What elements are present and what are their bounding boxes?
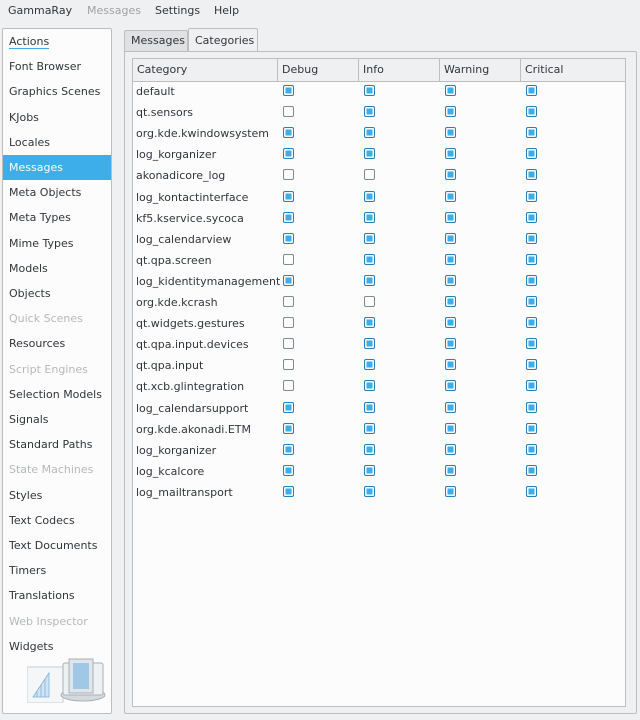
sidebar-item-actions[interactable] xyxy=(3,29,111,54)
menu-messages[interactable]: Messages xyxy=(87,4,141,17)
warning-checkbox[interactable] xyxy=(445,317,456,328)
debug-checkbox[interactable] xyxy=(283,465,294,476)
critical-checkbox[interactable] xyxy=(526,127,537,138)
sidebar-item-meta-types[interactable] xyxy=(3,205,111,230)
sidebar-item-label: Font Browser xyxy=(9,60,82,74)
sidebar-item-timers[interactable] xyxy=(3,558,111,583)
info-checkbox[interactable] xyxy=(364,85,375,96)
sidebar-item-label: Messages xyxy=(9,161,63,174)
category-name: qt.sensors xyxy=(136,106,193,120)
critical-checkbox[interactable] xyxy=(526,317,537,328)
category-name: akonadicore_log xyxy=(136,169,226,183)
gammaray-logo-icon xyxy=(27,657,107,703)
critical-checkbox[interactable] xyxy=(526,212,537,223)
sidebar-item-state-machines[interactable] xyxy=(3,457,111,482)
sidebar-item-label: Selection Models xyxy=(9,387,102,401)
sidebar-item-locales[interactable] xyxy=(3,130,111,155)
warning-checkbox[interactable] xyxy=(445,212,456,223)
menu-bar xyxy=(0,0,640,22)
critical-checkbox[interactable] xyxy=(526,254,537,265)
sidebar-item-objects[interactable] xyxy=(3,281,111,306)
table-row[interactable] xyxy=(133,208,625,229)
column-header-warning[interactable]: Warning xyxy=(440,59,521,81)
column-header-category[interactable]: Category xyxy=(133,59,278,81)
category-name: default xyxy=(136,85,175,98)
sidebar-item-label: Script Engines xyxy=(9,362,88,376)
table-row[interactable] xyxy=(133,355,625,376)
info-checkbox[interactable] xyxy=(364,191,375,202)
category-name: qt.xcb.glintegration xyxy=(136,380,245,394)
table-row[interactable] xyxy=(133,123,625,144)
critical-checkbox[interactable] xyxy=(526,444,537,455)
info-checkbox[interactable] xyxy=(364,465,375,476)
table-row[interactable] xyxy=(133,144,625,165)
table-row[interactable] xyxy=(133,271,625,292)
debug-checkbox[interactable] xyxy=(283,233,294,244)
sidebar-item-kjobs[interactable] xyxy=(3,105,111,130)
sidebar-item-standard-paths[interactable] xyxy=(3,432,111,457)
warning-checkbox[interactable] xyxy=(445,233,456,244)
info-checkbox[interactable] xyxy=(364,275,375,286)
table-row[interactable] xyxy=(133,81,625,102)
menu-settings[interactable]: Settings xyxy=(155,4,201,17)
sidebar-item-label: Models xyxy=(9,261,48,275)
category-name: log_korganizer xyxy=(136,443,217,457)
critical-checkbox[interactable] xyxy=(526,338,537,349)
info-checkbox[interactable] xyxy=(364,444,375,455)
critical-checkbox[interactable] xyxy=(526,359,537,370)
info-checkbox[interactable] xyxy=(364,212,375,223)
sidebar-item-label: Mime Types xyxy=(9,236,74,250)
warning-checkbox[interactable] xyxy=(445,486,456,497)
category-name: kf5.kservice.sycoca xyxy=(136,211,244,225)
debug-checkbox[interactable] xyxy=(283,275,294,286)
table-row[interactable] xyxy=(133,250,625,271)
sidebar-item-script-engines[interactable] xyxy=(3,357,111,382)
warning-checkbox[interactable] xyxy=(445,191,456,202)
tool-list[interactable] xyxy=(2,28,112,714)
critical-checkbox[interactable] xyxy=(526,275,537,286)
sidebar-item-label: Meta Objects xyxy=(9,186,82,200)
category-name: log_mailtransport xyxy=(136,485,233,499)
debug-checkbox[interactable] xyxy=(283,423,294,434)
warning-checkbox[interactable] xyxy=(445,444,456,455)
categories-table[interactable] xyxy=(132,58,626,707)
debug-checkbox[interactable] xyxy=(283,212,294,223)
table-row[interactable] xyxy=(133,440,625,461)
sidebar-item-label: Objects xyxy=(9,287,51,300)
debug-checkbox[interactable] xyxy=(283,317,294,328)
sidebar-item-widgets[interactable] xyxy=(3,634,111,659)
critical-checkbox[interactable] xyxy=(526,402,537,413)
table-row[interactable] xyxy=(133,461,625,482)
sidebar-item-label: State Machines xyxy=(9,463,94,477)
info-checkbox[interactable] xyxy=(364,380,375,391)
sidebar-item-label: Translations xyxy=(9,589,75,603)
warning-checkbox[interactable] xyxy=(445,296,456,307)
debug-checkbox[interactable] xyxy=(283,486,294,497)
table-row[interactable] xyxy=(133,334,625,355)
warning-checkbox[interactable] xyxy=(445,275,456,286)
critical-checkbox[interactable] xyxy=(526,233,537,244)
category-name: qt.qpa.input xyxy=(136,359,204,373)
sidebar-item-text-documents[interactable] xyxy=(3,533,111,558)
warning-checkbox[interactable] xyxy=(445,402,456,413)
info-checkbox[interactable] xyxy=(364,106,375,117)
warning-checkbox[interactable] xyxy=(445,106,456,117)
sidebar-item-graphics-scenes[interactable] xyxy=(3,79,111,104)
table-row[interactable] xyxy=(133,313,625,334)
menu-help[interactable]: Help xyxy=(214,4,240,17)
sidebar-item-signals[interactable] xyxy=(3,407,111,432)
critical-checkbox[interactable] xyxy=(526,106,537,117)
critical-checkbox[interactable] xyxy=(526,169,537,180)
sidebar-item-resources[interactable] xyxy=(3,331,111,356)
debug-checkbox[interactable] xyxy=(283,191,294,202)
info-checkbox[interactable] xyxy=(364,254,375,265)
sidebar-item-label: Locales xyxy=(9,135,51,149)
table-header xyxy=(133,59,625,82)
sidebar-item-label: Signals xyxy=(9,413,49,426)
category-name: log_calendarview xyxy=(136,232,232,246)
category-name: log_kcalcore xyxy=(136,464,205,478)
warning-checkbox[interactable] xyxy=(445,254,456,265)
sidebar-item-selection-models[interactable] xyxy=(3,382,111,407)
info-checkbox[interactable] xyxy=(364,233,375,244)
critical-checkbox[interactable] xyxy=(526,191,537,202)
warning-checkbox[interactable] xyxy=(445,127,456,138)
debug-checkbox[interactable] xyxy=(283,402,294,413)
sidebar-item-label: Timers xyxy=(9,564,47,578)
category-name: log_kontactinterface xyxy=(136,190,249,204)
debug-checkbox[interactable] xyxy=(283,444,294,455)
critical-checkbox[interactable] xyxy=(526,486,537,497)
warning-checkbox[interactable] xyxy=(445,85,456,96)
table-row[interactable] xyxy=(133,398,625,419)
category-name: qt.widgets.gestures xyxy=(136,317,245,331)
category-name: log_calendarsupport xyxy=(136,401,249,415)
critical-checkbox[interactable] xyxy=(526,148,537,159)
info-checkbox[interactable] xyxy=(364,148,375,159)
sidebar-item-label: Styles xyxy=(9,488,43,502)
debug-checkbox[interactable] xyxy=(283,85,294,96)
debug-checkbox[interactable] xyxy=(283,148,294,159)
table-row[interactable] xyxy=(133,187,625,208)
info-checkbox[interactable] xyxy=(364,423,375,434)
tab-messages[interactable]: Messages xyxy=(124,30,188,52)
debug-checkbox[interactable] xyxy=(283,127,294,138)
info-checkbox[interactable] xyxy=(364,296,375,307)
sidebar-item-label: Actions xyxy=(9,35,50,48)
sidebar-item-label: Resources xyxy=(9,337,66,351)
debug-checkbox[interactable] xyxy=(283,296,294,307)
sidebar-item-styles[interactable] xyxy=(3,483,111,508)
critical-checkbox[interactable] xyxy=(526,85,537,96)
critical-checkbox[interactable] xyxy=(526,465,537,476)
category-name: org.kde.kwindowsystem xyxy=(136,127,270,141)
critical-checkbox[interactable] xyxy=(526,380,537,391)
critical-checkbox[interactable] xyxy=(526,423,537,434)
info-checkbox[interactable] xyxy=(364,338,375,349)
sidebar-item-quick-scenes[interactable] xyxy=(3,306,111,331)
sidebar-item-meta-objects[interactable] xyxy=(3,180,111,205)
sidebar-item-label: KJobs xyxy=(9,110,39,124)
warning-checkbox[interactable] xyxy=(445,169,456,180)
tab-categories[interactable]: Categories xyxy=(188,28,258,52)
sidebar-item-font-browser[interactable] xyxy=(3,54,111,79)
debug-checkbox[interactable] xyxy=(283,106,294,117)
warning-checkbox[interactable] xyxy=(445,148,456,159)
menu-gammaray[interactable]: GammaRay xyxy=(8,4,73,17)
sidebar-item-text-codecs[interactable] xyxy=(3,508,111,533)
table-row[interactable] xyxy=(133,376,625,397)
category-name: qt.qpa.input.devices xyxy=(136,338,249,352)
category-name: org.kde.akonadi.ETM xyxy=(136,422,252,436)
debug-checkbox[interactable] xyxy=(283,338,294,349)
debug-checkbox[interactable] xyxy=(283,359,294,370)
warning-checkbox[interactable] xyxy=(445,465,456,476)
info-checkbox[interactable] xyxy=(364,359,375,370)
sidebar-item-label: Text Codecs xyxy=(9,513,75,527)
sidebar-item-messages[interactable] xyxy=(3,155,111,180)
debug-checkbox[interactable] xyxy=(283,380,294,391)
info-checkbox[interactable] xyxy=(364,317,375,328)
warning-checkbox[interactable] xyxy=(445,338,456,349)
sidebar-item-label: Widgets xyxy=(9,639,54,653)
debug-checkbox[interactable] xyxy=(283,169,294,180)
column-header-info[interactable]: Info xyxy=(359,59,440,81)
table-row[interactable] xyxy=(133,292,625,313)
table-row[interactable] xyxy=(133,229,625,250)
sidebar-item-web-inspector[interactable] xyxy=(3,609,111,634)
column-header-debug[interactable]: Debug xyxy=(278,59,359,81)
sidebar-item-label: Text Documents xyxy=(9,539,98,552)
table-row[interactable] xyxy=(133,482,625,503)
info-checkbox[interactable] xyxy=(364,402,375,413)
critical-checkbox[interactable] xyxy=(526,296,537,307)
info-checkbox[interactable] xyxy=(364,486,375,497)
sidebar-item-translations[interactable] xyxy=(3,583,111,608)
sidebar-item-models[interactable] xyxy=(3,256,111,281)
category-name: qt.qpa.screen xyxy=(136,253,212,267)
column-header-critical[interactable]: Critical xyxy=(525,63,564,76)
warning-checkbox[interactable] xyxy=(445,359,456,370)
category-name: org.kde.kcrash xyxy=(136,296,218,309)
warning-checkbox[interactable] xyxy=(445,380,456,391)
sidebar-item-label: Standard Paths xyxy=(9,438,93,452)
sidebar-item-label: Web Inspector xyxy=(9,614,88,628)
info-checkbox[interactable] xyxy=(364,169,375,180)
sidebar-item-label: Graphics Scenes xyxy=(9,85,101,99)
sidebar-item-mime-types[interactable] xyxy=(3,231,111,256)
warning-checkbox[interactable] xyxy=(445,423,456,434)
table-row[interactable] xyxy=(133,165,625,186)
sidebar-item-label: Quick Scenes xyxy=(9,312,83,326)
table-row[interactable] xyxy=(133,419,625,440)
sidebar-item-label: Meta Types xyxy=(9,211,71,225)
debug-checkbox[interactable] xyxy=(283,254,294,265)
table-row[interactable] xyxy=(133,102,625,123)
category-name: log_korganizer xyxy=(136,148,217,162)
info-checkbox[interactable] xyxy=(364,127,375,138)
category-name: log_kidentitymanagement xyxy=(136,274,281,288)
